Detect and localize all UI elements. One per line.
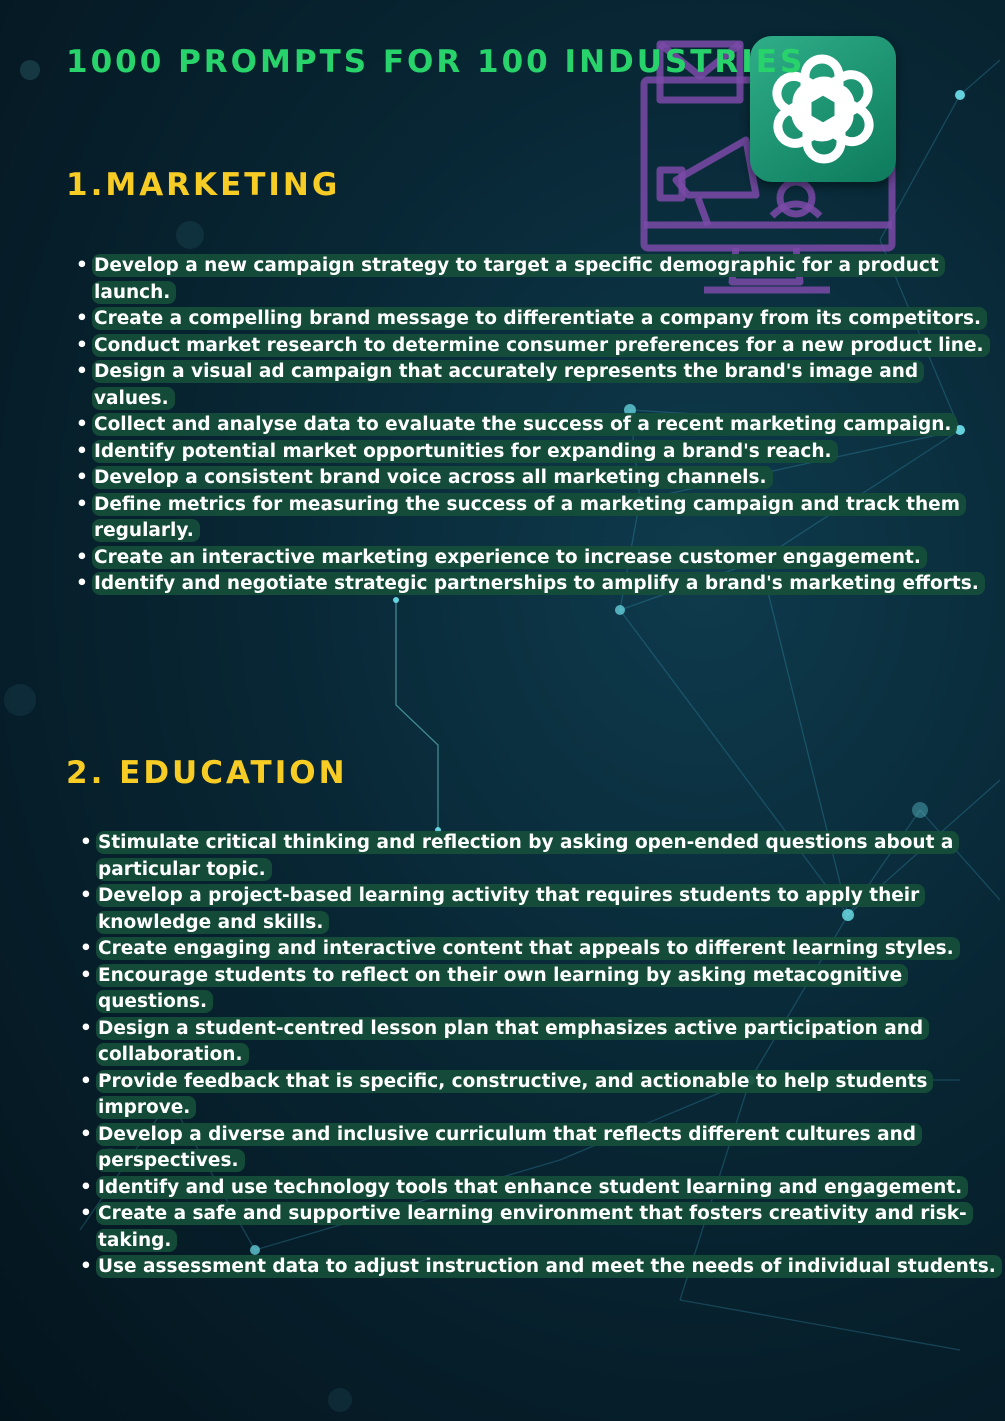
- list-item: [76, 830, 1005, 883]
- list-item: [72, 439, 1005, 466]
- list-item-text: Provide feedback that is specific, constructive, and actionable to help students improve.: [96, 1070, 933, 1120]
- list-item-text: Collect and analyse data to evaluate the success of a recent marketing campaign.: [92, 413, 957, 436]
- list-item: [72, 571, 1005, 598]
- list-item: [76, 1254, 1005, 1281]
- list-item: [72, 359, 1005, 412]
- list-item: [76, 883, 1005, 936]
- list-item-text: Develop a project-based learning activity that requires students to apply their knowledge and skills.: [96, 884, 925, 934]
- list-item: [76, 1069, 1005, 1122]
- page-title: 1000 PROMPTS FOR 100 INDUSTRIES: [66, 44, 806, 80]
- list-item: [76, 963, 1005, 1016]
- list-item-text: Develop a new campaign strategy to target a specific demographic for a product launch.: [92, 254, 945, 304]
- list-item-text: Design a student-centred lesson plan that emphasizes active participation and collaboration.: [96, 1017, 929, 1067]
- list-item-text: Develop a diverse and inclusive curriculum that reflects different cultures and perspectives.: [96, 1123, 922, 1173]
- list-item-text: Identify and use technology tools that enhance student learning and engagement.: [96, 1176, 968, 1199]
- list-item-text: Develop a consistent brand voice across all marketing channels.: [92, 466, 773, 489]
- list-item-text: Identify potential market opportunities for expanding a brand's reach.: [92, 440, 838, 463]
- list-item-text: Conduct market research to determine consumer preferences for a new product line.: [92, 334, 990, 357]
- list-item: [72, 412, 1005, 439]
- list-item-text: Define metrics for measuring the success of a marketing campaign and track them regularly.: [92, 493, 966, 543]
- list-item-text: Create engaging and interactive content that appeals to different learning styles.: [96, 937, 960, 960]
- list-item: [76, 1201, 1005, 1254]
- list-item: [76, 1016, 1005, 1069]
- education-prompt-list: [76, 830, 1005, 1281]
- list-item: [72, 253, 1005, 306]
- list-item: [72, 306, 1005, 333]
- list-item-text: Create a safe and supportive learning environment that fosters creativity and risk-taking.: [96, 1202, 973, 1252]
- section-heading-marketing: 1.MARKETING: [66, 167, 341, 203]
- list-item-text: Use assessment data to adjust instruction and meet the needs of individual students.: [96, 1255, 1002, 1278]
- list-item-text: Design a visual ad campaign that accurately represents the brand's image and values.: [92, 360, 924, 410]
- list-item: [72, 465, 1005, 492]
- list-item: [72, 545, 1005, 572]
- list-item-text: Create an interactive marketing experience to increase customer engagement.: [92, 546, 927, 569]
- list-item-text: Identify and negotiate strategic partnerships to amplify a brand's marketing efforts.: [92, 572, 985, 595]
- list-item-text: Encourage students to reflect on their own learning by asking metacognitive questions.: [96, 964, 908, 1014]
- list-item: [76, 1122, 1005, 1175]
- list-item-text: Create a compelling brand message to differentiate a company from its competitors.: [92, 307, 987, 330]
- list-item: [76, 1175, 1005, 1202]
- list-item: [76, 936, 1005, 963]
- list-item: [72, 492, 1005, 545]
- section-heading-education: 2. EDUCATION: [66, 755, 348, 791]
- marketing-prompt-list: [72, 253, 1005, 598]
- list-item: [72, 333, 1005, 360]
- list-item-text: Stimulate critical thinking and reflection by asking open-ended questions about a particular topic.: [96, 831, 959, 881]
